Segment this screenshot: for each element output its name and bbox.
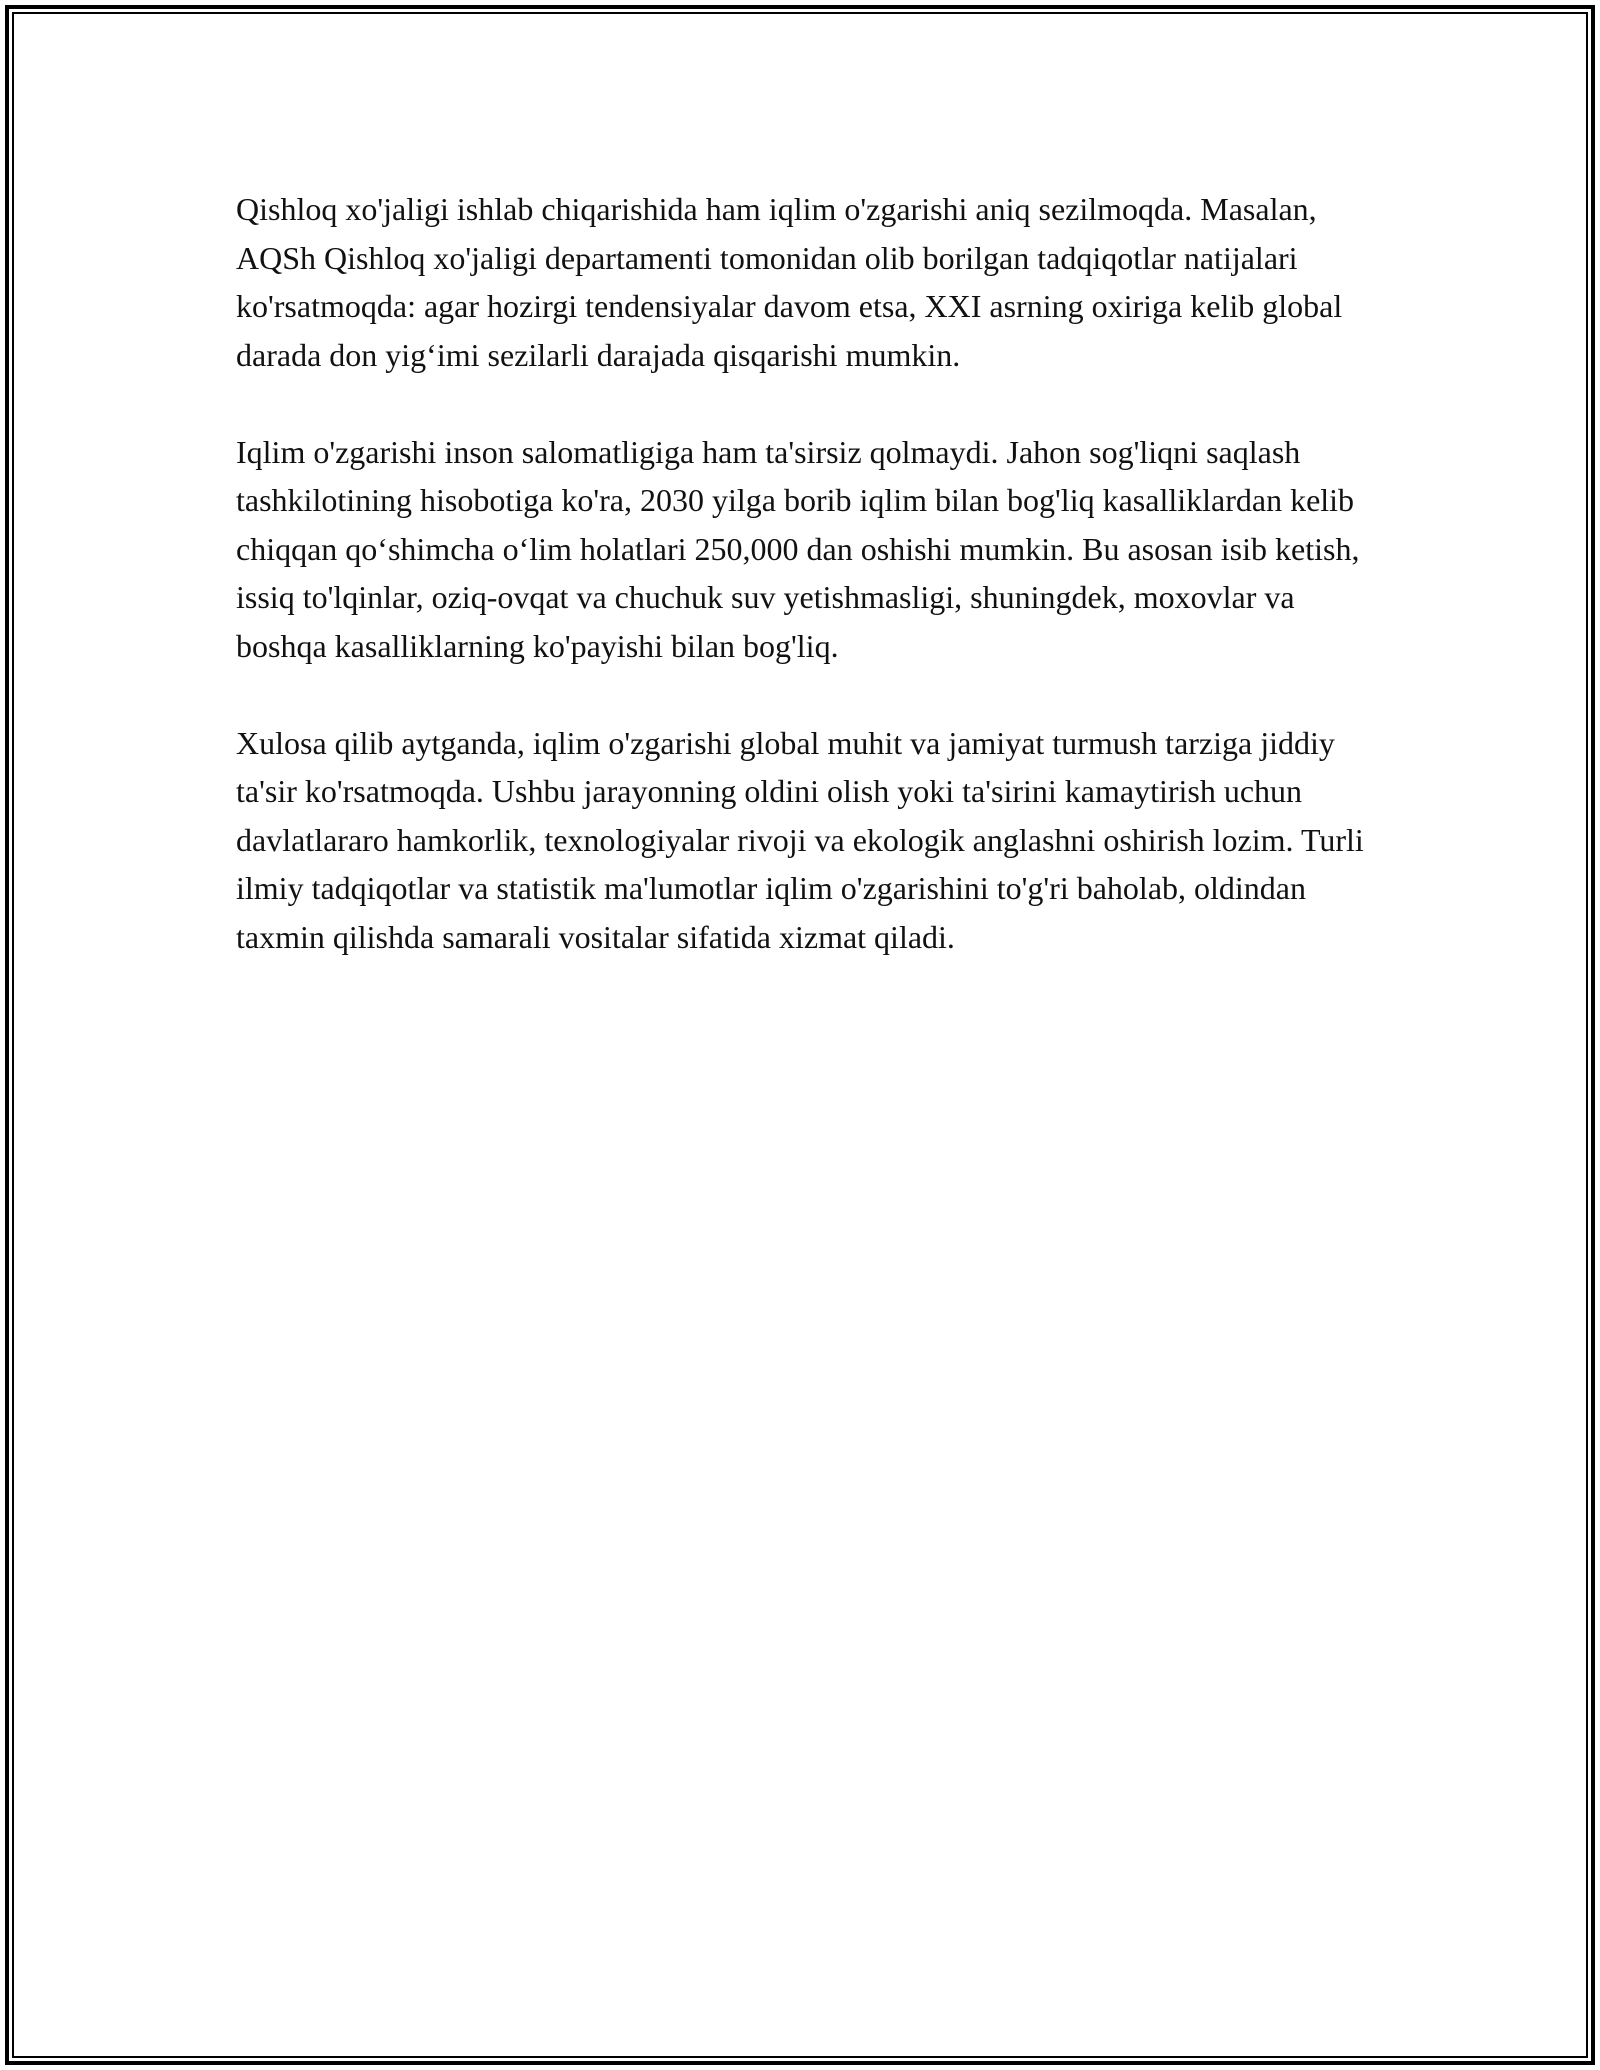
paragraph-agriculture: Qishloq xo'jaligi ishlab chiqarishida ham iqlim o'zgarishi aniq sezilmoqda. Masalan, AQSh Qishloq xo'jaligi departamenti tomonidan olib borilgan tadqiqotlar natijalari ko'rsatmoqda: agar hozirgi tendensiyalar davom etsa, XXI asrning oxiriga kelib global darada don yig‘imi sezilarli darajada qisqarishi mumkin.	[236, 191, 1343, 373]
paragraph-conclusion: Xulosa qilib aytganda, iqlim o'zgarishi global muhit va jamiyat turmush tarziga jiddiy ta'sir ko'rsatmoqda. Ushbu jarayonning oldini olish yoki ta'sirini kamaytirish uchun davlatlararo hamkorlik, texnologiyalar rivoji va ekologik anglashni oshirish lozim. Turli ilmiy tadqiqotlar va statistik ma'lumotlar iqlim o'zgarishini to'g'ri baholab, oldindan taxmin qilishda samarali vositalar sifatida xizmat qiladi.	[236, 724, 1364, 955]
paragraph-health: Iqlim o'zgarishi inson salomatligiga ham ta'sirsiz qolmaydi. Jahon sog'liqni saqlash tashkilotining hisobotiga ko'ra, 2030 yilga borib iqlim bilan bog'liq kasalliklardan kelib chiqqan qo‘shimcha o‘lim holatlari 250,000 dan oshishi mumkin. Bu asosan isib ketish, issiq to'lqinlar, oziq-ovqat va chuchuk suv yetishmasligi, shuningdek, moxovlar va boshqa kasalliklarning ko'payishi bilan bog'liq.	[236, 433, 1360, 664]
document-body	[236, 185, 1366, 1010]
